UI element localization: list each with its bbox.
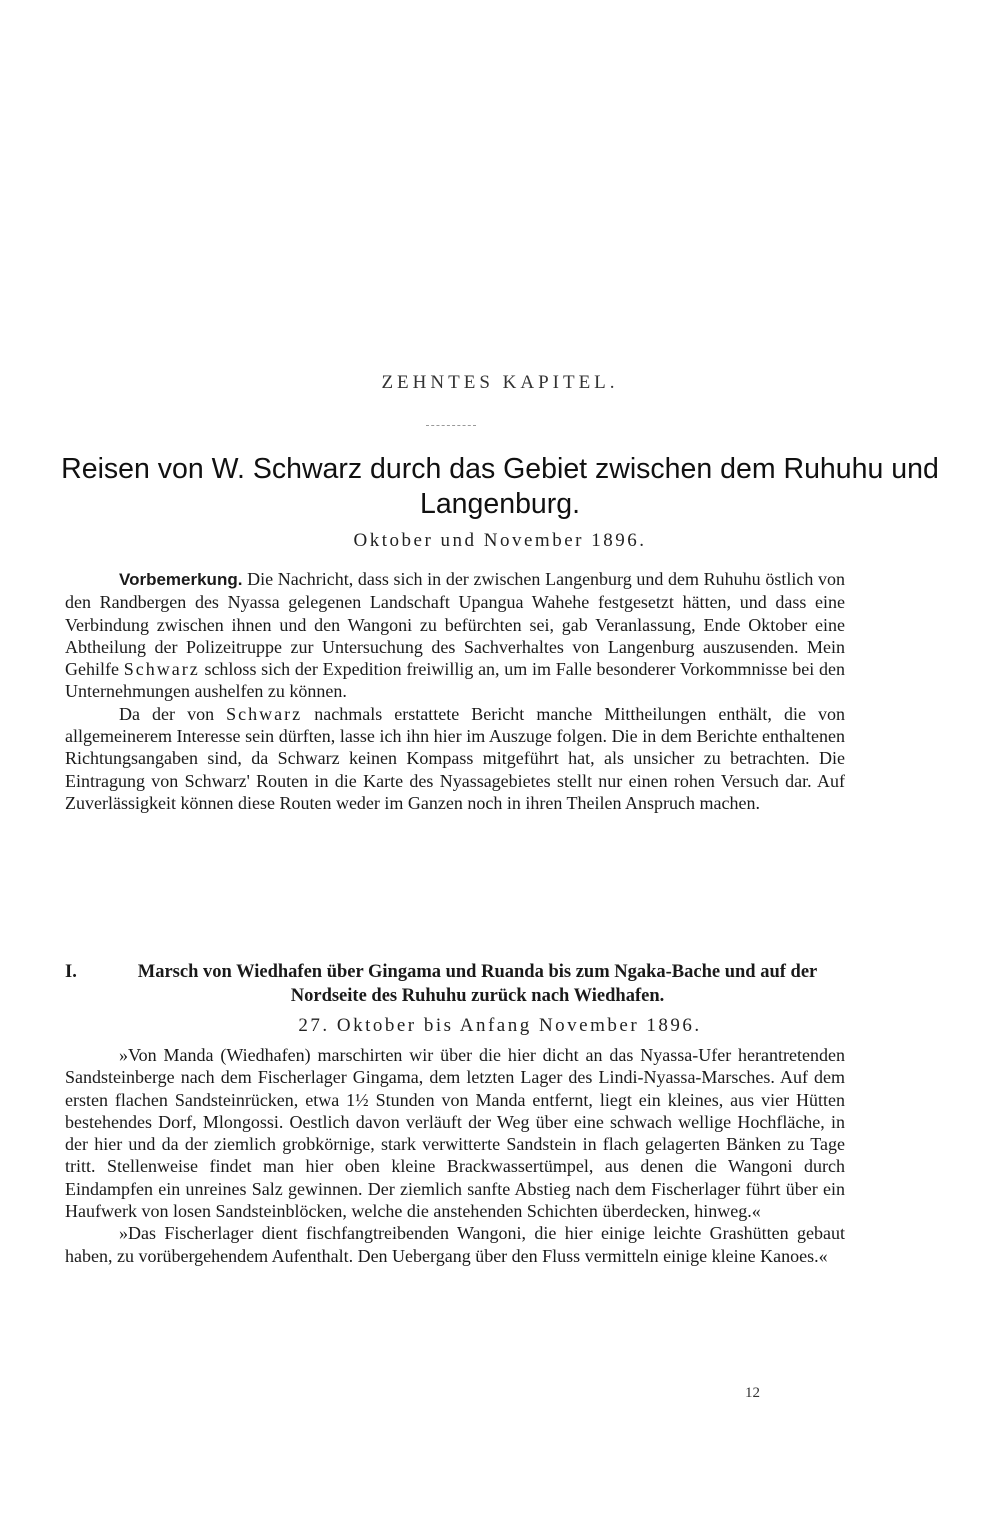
intro-text-1-end: schloss sich der Expedition freiwillig an, um im Falle besonderer Vorkommnisse bei den Unternehmungen aushelfen zu können. (65, 659, 845, 702)
intro-text-2-start: Da der von (119, 703, 227, 724)
report-paragraph-1: »Von Manda (Wiedhafen) marschirten wir über die hier dicht an das Nyassa-Ufer herantretenden Sandsteinberge nach dem Fischerlager Gingama, dem letzten Lager des Lindi-Nyassa-Marsches. Auf dem ersten flachen Sandsteinrücken, etwa 1½ Stunden von Manda entfernt, liegt ein kleines, aus vier Hütten bestehendes Dorf, Mlongossi. Oestlich davon verläuft der Weg über eine schwach wellige Hochfläche, in der hier und da der ziemlich grobkörnige, stark verwitterte Sandstein in flach gelagerten Bänken zu Tage tritt. Stellenweise findet man hier oben kleine Brackwassertümpel, aus denen die Wangoni durch Eindampfen ein unreines Salz gewinnen. Der ziemlich sanfte Abstieg nach dem Fischerlager führt über ein Haufwerk von losen Sandsteinblöcken, welche die anstehenden Schichten überdecken, hinweg.« (65, 1045, 845, 1222)
section-title: Marsch von Wiedhafen über Gingama und Ruanda bis zum Ngaka-Bache und auf der Nordseite des Ruhuhu zurück nach Wiedhafen. (137, 962, 818, 1006)
person-name: Schwarz (123, 659, 200, 680)
section-heading (65, 960, 855, 1008)
chapter-title: Reisen von W. Schwarz durch das Gebiet zwischen dem Ruhuhu und Langenburg. (61, 453, 939, 520)
section-date: 27. Oktober bis Anfang November 1896. (298, 1015, 702, 1036)
intro-paragraph-2 (65, 703, 845, 814)
chapter-heading: ZEHNTES KAPITEL. (381, 372, 619, 393)
section-number: I. (65, 962, 77, 982)
intro-text-1: Die Nachricht, dass sich in der zwischen Langenburg und dem Ruhuhu östlich von den Randbergen des Nyassa gelegenen Landschaft Upangua Wahehe festgesetzt hätten, und dass eine Verbindung zwischen ihnen und den Wangoni zu befürchten sei, gab Veranlassung, Ende Oktober eine Abtheilung der Polizeitruppe zur Untersuchung des Sachverhaltes von Langenburg auszusenden. Mein Gehilfe (65, 569, 845, 680)
intro-block (65, 568, 845, 814)
report-paragraph-2: »Das Fischerlager dient fischfangtreibenden Wangoni, die hier einige leichte Grashütten gebaut haben, zu vorübergehendem Aufenthalt. Den Uebergang über den Fluss vermitteln einige kleine Kanoes.« (65, 1223, 845, 1266)
intro-paragraph-1 (65, 568, 845, 703)
report-block (65, 1044, 845, 1267)
person-name: Schwarz (226, 703, 303, 724)
page-number: 12 (745, 1385, 760, 1401)
chapter-subtitle: Oktober und November 1896. (353, 530, 647, 551)
ornamental-rule (426, 425, 476, 426)
intro-text-2-end: nachmals erstattete Bericht manche Mittheilungen enthält, die von allgemeinerem Interesse sein dürften, lasse ich ihn hier im Auszuge folgen. Die in dem Berichte enthaltenen Richtungsangaben sind, da Schwarz keinen Kompass mitgeführt hat, als unsicher zu betrachten. Die Eintragung von Schwarz' Routen in die Karte des Nyassagebietes stellt nur einen rohen Versuch dar. Auf Zuverlässigkeit können diese Routen weder im Ganzen noch in ihren Theilen Anspruch machen. (65, 703, 845, 813)
intro-lead: Vorbemerkung. (119, 570, 243, 589)
